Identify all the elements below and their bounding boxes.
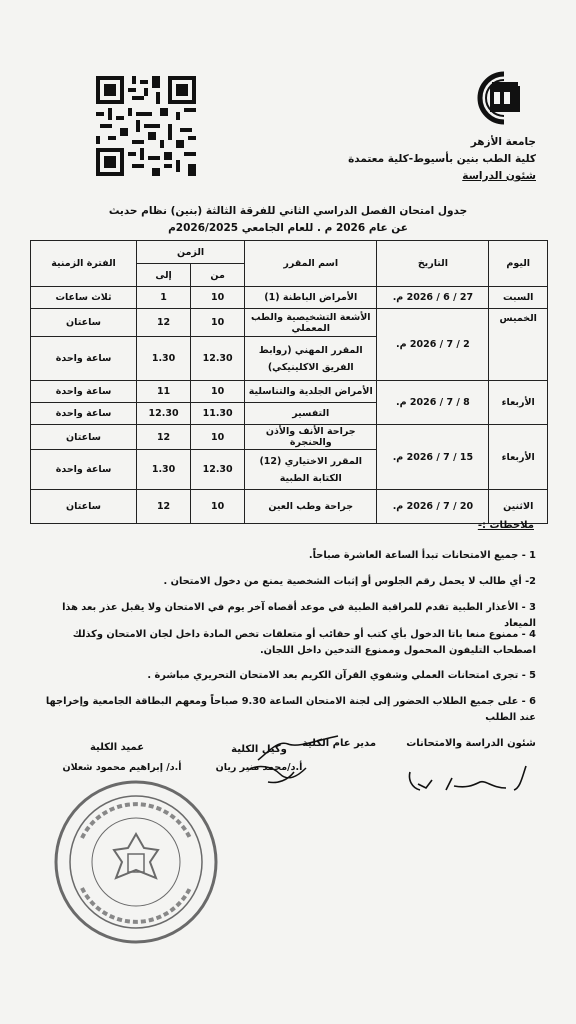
note-item: 5 - تجرى امتحانات العملي وشفوي القرآن الكريم بعد الامتحان التحريري مباشرة . — [147, 670, 536, 681]
header-day: اليوم — [489, 241, 548, 287]
signature-manager-label: مدير عام الكلية — [301, 738, 377, 749]
note-item: 3 - الأعذار الطبية تقدم للمراقبة الطبية في موعد أقصاه آخر يوم في الامتحان ولا يقبل عذر بعد هذا الميعاد — [62, 602, 536, 629]
cell-duration: ساعة واحدة — [31, 403, 137, 425]
cell-day: السبت — [489, 287, 548, 309]
cell-from: 10 — [191, 381, 245, 403]
university-logo — [464, 70, 544, 126]
cell-duration: ساعتان — [31, 309, 137, 337]
qr-code — [96, 76, 196, 176]
cell-duration: ساعتان — [31, 490, 137, 524]
cell-from: 11.30 — [191, 403, 245, 425]
note-item: 4 - ممنوع منعا باتا الدخول بأي كتب أو حقائب أو متعلقات تخص المادة داخل لجان الامتحان وكذلك اصطحاب التليفون المحمول وممنوع التدخين داخل اللجان. — [72, 629, 536, 656]
cell-from: 10 — [191, 490, 245, 524]
cell-date: 27 / 6 / 2026 م. — [377, 287, 489, 309]
cell-to: 1.30 — [137, 337, 191, 381]
table-row — [31, 287, 548, 309]
cell-from: 12.30 — [191, 450, 245, 490]
note-item: 1 - جميع الامتحانات تبدأ الساعة العاشرة صباحاً. — [308, 550, 536, 561]
schedule-subtitle: عن عام 2026 م . للعام الجامعي 2026/2025م — [168, 222, 408, 234]
signature-vice-dean-label: وكيل الكلية — [231, 744, 287, 755]
cell-to: 1 — [137, 287, 191, 309]
cell-day: الأربعاء — [489, 425, 548, 490]
header-course: اسم المقرر — [245, 241, 377, 287]
cell-date: 8 / 7 / 2026 م. — [377, 381, 489, 425]
cell-day: الاثنين — [489, 490, 548, 524]
cell-date: 20 / 7 / 2026 م. — [377, 490, 489, 524]
table-row — [31, 490, 548, 524]
table-row — [31, 309, 548, 337]
cell-to: 12.30 — [137, 403, 191, 425]
cell-course: المقرر المهني (روابط الفريق الاكلينيكي) — [245, 337, 377, 381]
signature-dean-label: عميد الكلية — [89, 742, 145, 753]
notes-heading: ملاحظات :- — [477, 520, 534, 531]
cell-from: 10 — [191, 425, 245, 450]
signature-vice-dean-name: أ.د/محمد منير ريان — [215, 762, 303, 773]
university-name: جامعة الأزهر — [470, 136, 536, 148]
cell-to: 12 — [137, 490, 191, 524]
cell-duration: ثلاث ساعات — [31, 287, 137, 309]
faculty-name: كلية الطب بنين بأسيوط-كلية معتمدة — [348, 153, 536, 165]
header-date: التاريخ — [377, 241, 489, 287]
table-row — [31, 381, 548, 403]
header-time: الزمن — [137, 241, 245, 264]
cell-course: المقرر الاختياري (12) الكتابة الطبية — [245, 450, 377, 490]
cell-to: 12 — [137, 309, 191, 337]
signature-dean-name: أ.د/ إبراهيم محمود شعلان — [62, 762, 182, 773]
cell-course: الأمراض الباطنة (1) — [245, 287, 377, 309]
cell-course: جراحة وطب العين — [245, 490, 377, 524]
cell-from: 12.30 — [191, 337, 245, 381]
cell-to: 12 — [137, 425, 191, 450]
cell-to: 1.30 — [137, 450, 191, 490]
cell-from: 10 — [191, 287, 245, 309]
cell-date: 2 / 7 / 2026 م. — [377, 309, 489, 381]
note-item: 6 - على جميع الطلاب الحضور إلى لجنة الامتحان الساعة 9.30 صباحاً ومعهم البطاقة الجامعية وإخراجها عند الطلب — [45, 696, 536, 723]
cell-duration: ساعة واحدة — [31, 381, 137, 403]
cell-duration: ساعة واحدة — [31, 450, 137, 490]
cell-course: التفسير — [245, 403, 377, 425]
note-item: 2- أي طالب لا يحمل رقم الجلوس أو إثبات الشخصية يمنع من دخول الامتحان . — [163, 576, 536, 587]
table-row — [31, 425, 548, 450]
cell-duration: ساعة واحدة — [31, 337, 137, 381]
cell-duration: ساعتان — [31, 425, 137, 450]
cell-course: الأشعة التشخيصية والطب المعملي — [245, 309, 377, 337]
cell-day: الأربعاء — [489, 381, 548, 425]
cell-to: 11 — [137, 381, 191, 403]
signature-affairs-label: شئون الدراسة والامتحانات — [406, 738, 536, 749]
header-duration: الفترة الزمنية — [31, 241, 137, 287]
cell-day: الخميس — [489, 309, 548, 381]
schedule-title: جدول امتحان الفصل الدراسي الثاني للفرقة الثالثة (بنين) نظام حديث — [108, 205, 468, 217]
official-seal — [52, 778, 220, 946]
handwritten-signature-vice-dean — [228, 730, 348, 790]
department-name: شئون الدراسة — [462, 170, 536, 182]
header-from: من — [191, 264, 245, 287]
institution-header — [348, 134, 536, 185]
cell-date: 15 / 7 / 2026 م. — [377, 425, 489, 490]
cell-course: جراحة الأنف والأذن والحنجرة — [245, 425, 377, 450]
exam-schedule-table — [30, 240, 548, 524]
handwritten-signature-affairs — [396, 758, 536, 798]
header-to: إلى — [137, 264, 191, 287]
cell-course: الأمراض الجلدية والتناسلية — [245, 381, 377, 403]
cell-from: 10 — [191, 309, 245, 337]
